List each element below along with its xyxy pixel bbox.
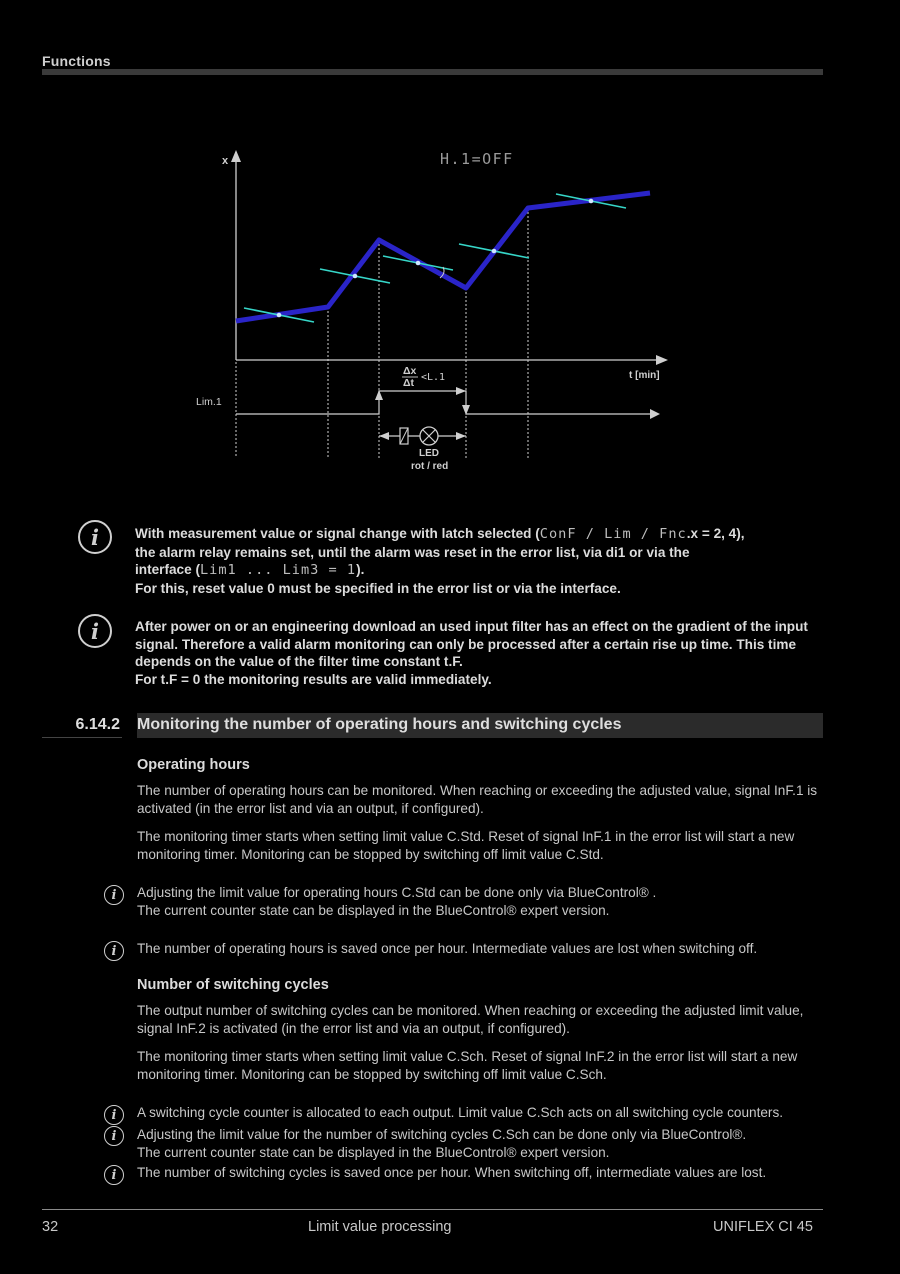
note-text: Adjusting the limit value for the number of switching cycles C.Sch can be done only via BlueControl®.	[137, 1127, 747, 1142]
section-number-rule	[42, 737, 122, 738]
info-icon: i	[104, 1126, 124, 1146]
paragraph: The monitoring timer starts when setting limit value C.Sch. Reset of signal InF.2 in the error list will start a new monitoring timer. Monitoring can be stopped by switching off limit value C.Sch.	[137, 1049, 798, 1082]
info-icon: i	[104, 885, 124, 905]
note: A switching cycle counter is allocated to each output. Limit value C.Sch acts on all switching cycle counters.	[137, 1105, 784, 1120]
note-text: For this, reset value 0 must be specified in the error list or via the interface.	[135, 581, 621, 597]
latch-note	[135, 525, 825, 598]
filter-note	[135, 618, 825, 689]
page-number: 32	[42, 1219, 59, 1235]
note-text: the alarm relay remains set, until the alarm was reset in the error list, via di1 or via the	[135, 544, 690, 560]
paragraph: The number of operating hours can be monitored. When reaching or exceeding the adjusted value, signal InF.1 is activated (in the error list and via an output, if configured).	[137, 783, 818, 816]
note-text: After power on or an engineering download an used input filter has an effect on the gradient of the input signal. Therefore a valid alarm monitoring can only be processed after a certain rise up time. This time depends on the value of the filter time constant t.F.	[135, 619, 808, 670]
display-code: ConF / Lim / Fnc	[539, 526, 687, 542]
page-header-title: Functions	[42, 53, 111, 69]
x-axis-arrow	[656, 355, 668, 365]
lim1-label: Lim.1	[196, 396, 222, 408]
section-title: Monitoring the number of operating hours and switching cycles	[137, 716, 622, 733]
info-icon: i	[104, 1165, 124, 1185]
display-readout: H.1=OFF	[440, 150, 514, 168]
note-text: interface (	[135, 562, 200, 578]
info-icon: i	[78, 520, 112, 554]
note-text: The current counter state can be displayed in the BlueControl® expert version.	[137, 1144, 610, 1160]
time-markers	[236, 208, 528, 458]
note: The number of operating hours is saved once per hour. Intermediate values are lost when switching off.	[137, 941, 758, 956]
note: The number of switching cycles is saved once per hour. When switching off, intermediate values are lost.	[137, 1165, 767, 1180]
signal-curve	[236, 193, 650, 321]
x-axis-label: t [min]	[629, 370, 660, 381]
info-icon: i	[104, 1105, 124, 1125]
note-text: The current counter state can be displayed in the BlueControl® expert version.	[137, 902, 610, 918]
note	[137, 1126, 822, 1161]
delta-t-label: Δt	[403, 377, 415, 389]
note-text: Adjusting the limit value for operating hours C.Std can be done only via BlueControl® .	[137, 885, 657, 900]
compare-symbol: <L.1	[421, 372, 446, 383]
led-color-label: rot / red	[411, 461, 449, 472]
note-text: For t.F = 0 the monitoring results are valid immediately.	[135, 672, 492, 688]
gradient-tangents	[244, 194, 626, 322]
gradient-monitoring-diagram	[190, 140, 680, 480]
note	[137, 884, 822, 919]
lim1-signal	[236, 391, 656, 414]
paragraph: The output number of switching cycles can be monitored. When reaching or exceeding the adjusted limit value, signal InF.2 is activated (in the error list and via an output, if configured).	[137, 1003, 804, 1036]
tangent-points	[277, 199, 594, 318]
y-axis-label: x	[222, 155, 229, 167]
subheading-operating-hours: Operating hours	[137, 757, 250, 773]
display-code: Lim1 ... Lim3 = 1	[199, 562, 357, 579]
info-icon: i	[104, 941, 124, 961]
footer-product: UNIFLEX CI 45	[713, 1219, 813, 1235]
y-axis-arrow	[231, 150, 241, 162]
footer-rule	[42, 1209, 823, 1210]
note-text: With measurement value or signal change with latch selected (	[135, 526, 540, 541]
led-label: LED	[419, 448, 439, 459]
info-icon: i	[78, 614, 112, 648]
note-text: ).	[356, 562, 365, 578]
subheading-switching-cycles: Number of switching cycles	[137, 977, 329, 993]
header-rule	[42, 69, 823, 75]
paragraph: The monitoring timer starts when setting limit value C.Std. Reset of signal InF.1 in the error list will start a new monitoring timer. Monitoring can be stopped by switching off limit value C.Std.	[137, 829, 795, 862]
footer-chapter: Limit value processing	[308, 1219, 452, 1235]
delta-x-label: Δx	[403, 365, 417, 377]
section-number: 6.14.2	[75, 716, 120, 733]
note-text: .x = 2, 4),	[686, 526, 745, 541]
